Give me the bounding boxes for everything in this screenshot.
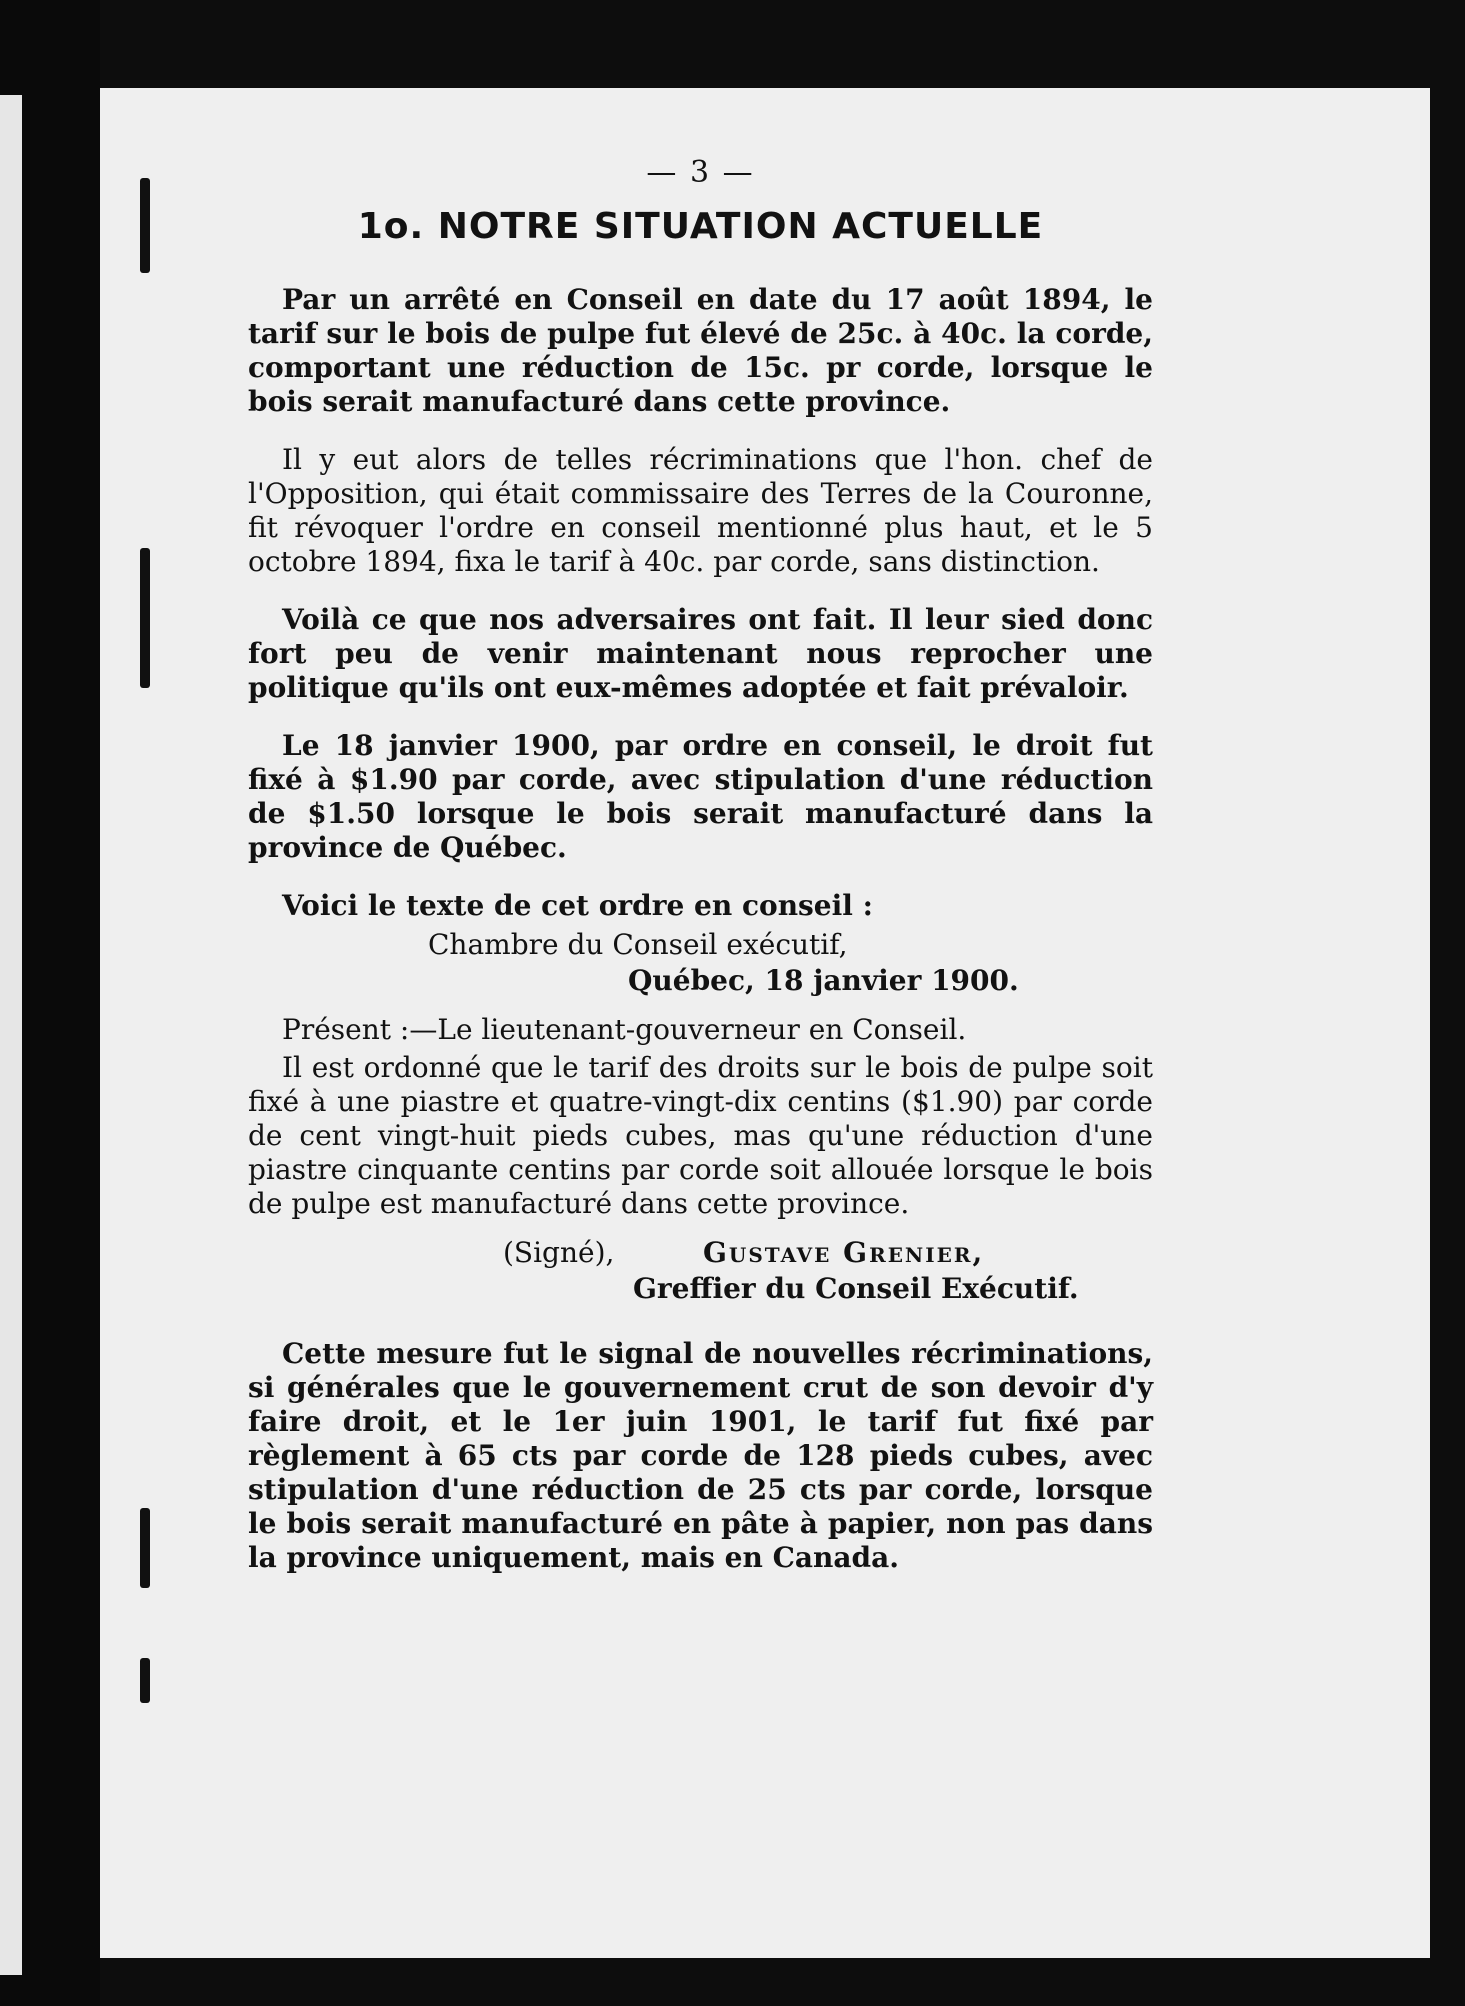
section-title: 1o. NOTRE SITUATION ACTUELLE [357, 206, 1044, 247]
page-content [248, 155, 1153, 1599]
page-number: — 3 — [646, 155, 755, 190]
adjacent-page-edge [0, 95, 22, 1975]
binding-mark [140, 178, 150, 273]
binding-mark [140, 548, 150, 688]
order-dateline: Québec, 18 janvier 1900. [628, 964, 1019, 997]
binding-mark [140, 1508, 150, 1588]
signed-label: (Signé), [503, 1236, 615, 1269]
paragraph-adversaires: Voilà ce que nos adversaires ont fait. Il leur sied donc fort peu de venir maintenant nous reprocher une politique qu'ils ont eux-mêmes adoptée et fait prévaloir. [248, 603, 1153, 704]
binding-mark [140, 1658, 150, 1703]
order-text: Il est ordonné que le tarif des droits sur le bois de pulpe soit fixé à une piastre et quatre-vingt-dix centins ($1.90) par corde de cent vingt-huit pieds cubes, mas qu'une réduction d'une piastre cinquante centins par corde soit allouée lorsque le bois de pulpe est manufacturé dans cette province. [248, 1051, 1153, 1220]
paragraph-recriminations: Il y eut alors de telles récriminations que l'hon. chef de l'Opposition, qui était commissaire des Terres de la Couronne, fit révoquer l'ordre en conseil mentionné plus haut, et le 5 octobre 1894, fixa le tarif à 40c. par corde, sans distinction. [248, 443, 1153, 578]
present-line: Présent :—Le lieutenant-gouverneur en Conseil. [282, 1013, 967, 1046]
signatory-title: Greffier du Conseil Exécutif. [633, 1272, 1079, 1305]
paragraph-arrete-1894: Par un arrêté en Conseil en date du 17 août 1894, le tarif sur le bois de pulpe fut élevé de 25c. à 40c. la corde, comportant une réduction de 15c. pr corde, lorsque le bois serait manufacturé dans cette province. [248, 283, 1153, 418]
paragraph-voici-texte: Voici le texte de cet ordre en conseil : [282, 889, 873, 922]
signature-row [248, 1235, 1153, 1271]
chamber-heading: Chambre du Conseil exécutif, [428, 928, 848, 961]
paragraph-janvier-1900: Le 18 janvier 1900, par ordre en conseil, le droit fut fixé à $1.90 par corde, avec stipulation d'une réduction de $1.50 lorsque le bois serait manufacturé dans la province de Québec. [248, 729, 1153, 864]
paragraph-closing: Cette mesure fut le signal de nouvelles récriminations, si générales que le gouvernement crut de son devoir d'y faire droit, et le 1er juin 1901, le tarif fut fixé par règlement à 65 cts par corde de 128 pieds cubes, avec stipulation d'une réduction de 25 cts par corde, lorsque le bois serait manufacturé en pâte à papier, non pas dans la province uniquement, mais en Canada. [248, 1337, 1153, 1574]
signatory-name: Gustave Grenier, [703, 1236, 985, 1269]
